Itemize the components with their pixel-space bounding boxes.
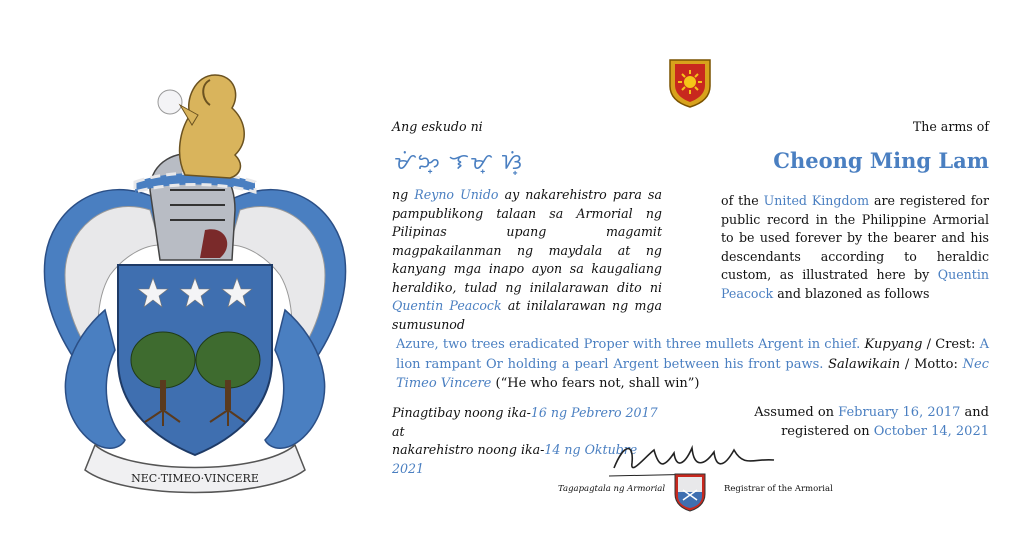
- blazon-crest: A lion rampant Or holding a pearl Argent between his front paws.: [396, 337, 989, 372]
- fil-p2: at inilalarawan ng mga sumusunod: [392, 298, 662, 332]
- pearl: [158, 90, 182, 114]
- eng-body: [721, 192, 989, 303]
- eng-p2: and blazoned as follows: [777, 285, 930, 301]
- eng-of: of the: [721, 193, 759, 208]
- blazon-motto: Nec Timeo Vincere: [396, 356, 989, 391]
- fil-date-line1: Pinagtibay noong ika-16 ng Pebrero 2017 at: [392, 405, 658, 439]
- eng-intro: The arms of: [912, 119, 989, 134]
- eng-date-line2: registered on October 14, 2021: [781, 423, 989, 439]
- motto-translation: (“He who fears not, shall win”): [491, 376, 700, 391]
- eng-country-link[interactable]: United Kingdom: [763, 193, 870, 208]
- bearer-name: Cheong Ming Lam: [773, 148, 989, 173]
- fil-registered-date: 14 ng Oktubre 2021: [392, 442, 638, 476]
- eng-assumed-date: February 16, 2017: [838, 405, 961, 420]
- eng-registered-date: October 14, 2021: [873, 423, 989, 439]
- motto-text: NEC·TIMEO·VINCERE: [131, 472, 259, 485]
- fil-body: [392, 186, 662, 334]
- crest-sep: / Crest:: [922, 337, 980, 352]
- registrar-caption-eng: Registrar of the Armorial: [724, 484, 833, 494]
- eng-date-line1: Assumed on February 16, 2017 and: [754, 405, 989, 420]
- blazon-arms: Azure, two trees eradicated Proper with three mullets Argent in chief.: [396, 337, 861, 352]
- philippine-armorial-badge-icon: [668, 56, 712, 108]
- fil-date-line2: nakarehistro noong ika-14 ng Oktubre 2021: [392, 442, 638, 476]
- motto-label-fil: Salawikain: [828, 356, 901, 372]
- fil-ng: ng: [392, 187, 409, 202]
- registrar-caption-fil: Tagapagtala ng Armorial: [558, 484, 666, 494]
- fil-p1: ay nakarehistro para sa pampublikong talaan sa Armorial ng Pilipinas upang magamit magpakailanman ng maydala at ng kanyang mga inapo ayon sa kaugaliang heraldiko, tulad ng inilalarawan dito ni: [392, 187, 662, 295]
- crest-label-fil: Kupyang: [864, 337, 923, 352]
- fil-intro: Ang eskudo ni: [392, 119, 483, 134]
- coat-of-arms-image: [10, 60, 380, 500]
- fil-artist-link[interactable]: Quentin Peacock: [392, 298, 502, 313]
- eng-dates: [709, 404, 989, 441]
- eng-p1: are registered for public record in the Philippine Armorial to be used forever by the bearer and his descendants according to heraldic custom, as illustrated here by: [721, 193, 990, 282]
- fil-assumed-date: 16 ng Pebrero 2017: [530, 405, 658, 420]
- fil-country-link[interactable]: Reyno Unido: [414, 187, 499, 202]
- motto-sep: / Motto:: [900, 356, 963, 372]
- armorial-seal-icon: [673, 472, 707, 512]
- eng-artist-link[interactable]: Quentin Peacock: [721, 267, 989, 301]
- blazon: [396, 335, 989, 394]
- name-baybayin: ᜋᜒᜅ᜔ ᜎᜋ᜔ ᜐᜒ᜔: [394, 150, 523, 175]
